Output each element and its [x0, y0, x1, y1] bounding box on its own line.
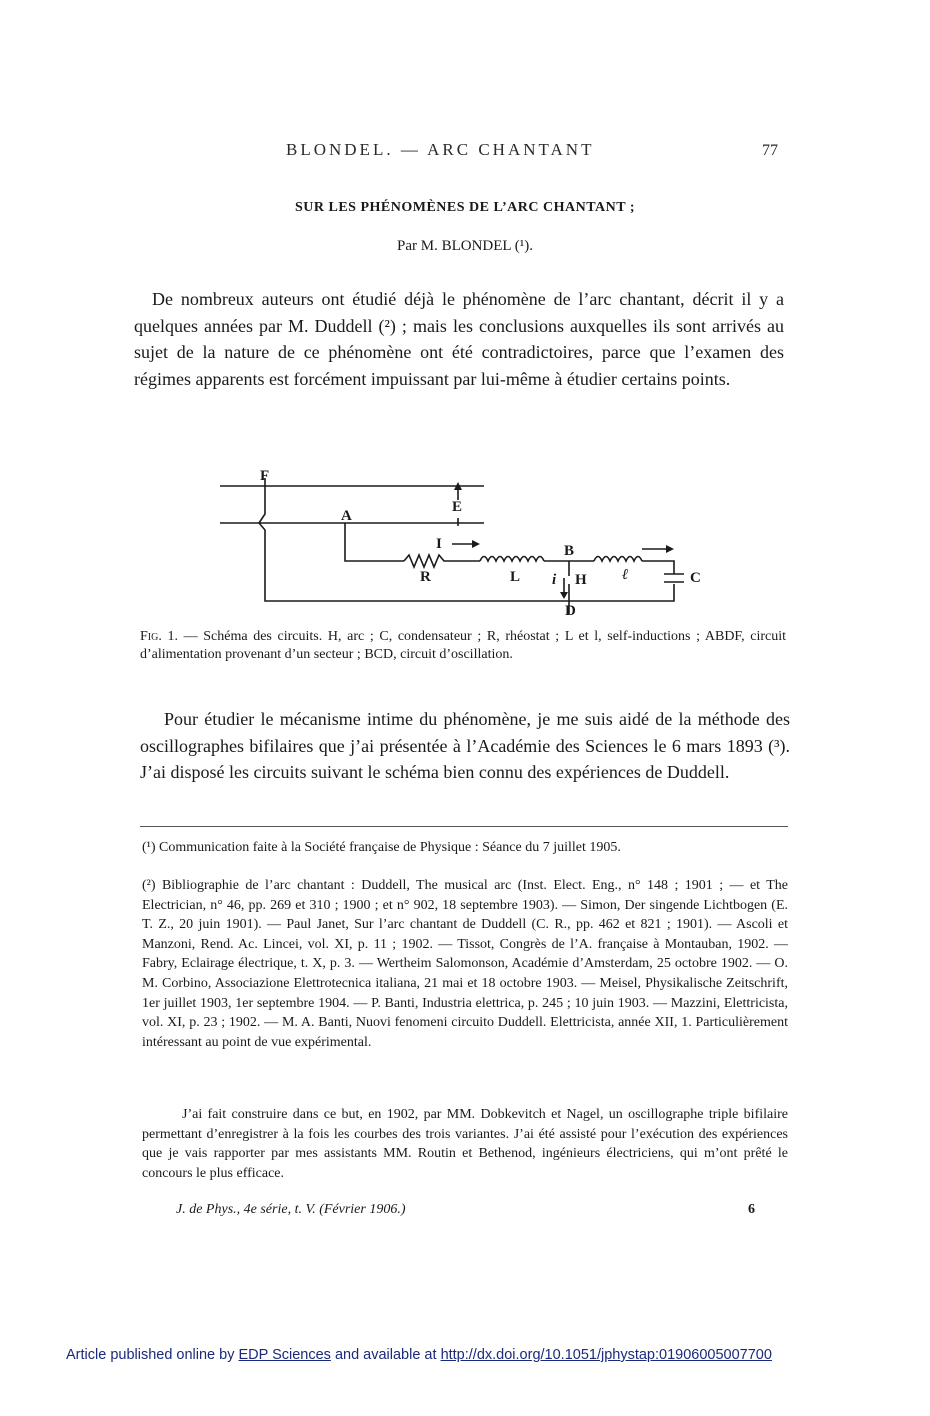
running-title: BLONDEL. — ARC CHANTANT	[286, 140, 595, 159]
label-f: F	[260, 468, 270, 484]
circuit-diagram	[214, 466, 714, 622]
footnote-1: (¹) Communication faite à la Société française de Physique : Séance du 7 juillet 1905.	[142, 840, 621, 855]
label-a: A	[341, 508, 352, 524]
publisher-prefix: Article published online by	[66, 1347, 239, 1363]
publisher-link[interactable]: EDP Sciences	[238, 1347, 331, 1363]
label-big-l: L	[510, 569, 521, 585]
circuit-wire-left	[259, 478, 674, 601]
sheet-number: 6	[748, 1202, 755, 1217]
figure-caption-prefix: Fig. 1.	[140, 629, 178, 644]
label-i: I	[436, 536, 442, 552]
label-b: B	[564, 543, 575, 559]
wire-to-capacitor	[642, 561, 674, 574]
resistor-r	[404, 555, 480, 567]
inductor-big-l	[480, 557, 544, 562]
doi-link[interactable]: http://dx.doi.org/10.1051/jphystap:01906005007700	[440, 1347, 772, 1363]
footnote-3: J’ai fait construire dans ce but, en 1902, par MM. Dobkevitch et Nagel, un oscillographe triple bifilaire permettant d’enregistrer à la fois les courbes des trois variantes. J’ai été assisté pour l’exécution des expériences que je vais rapporter par mes assistants MM. Routin et Bethenod, ingénieurs électriciens, qui m’ont prêté le concours le plus efficace.	[142, 1107, 788, 1181]
page-number: 77	[762, 142, 778, 159]
journal-reference: J. de Phys., 4e série, t. V. (Février 1906.)	[176, 1202, 406, 1217]
footnote-2: (²) Bibliographie de l’arc chantant : Duddell, The musical arc (Inst. Elect. Eng., n° 148 ; 1901 ; — et The Electrician, n° 46, pp. 269 et 310 ; 1900 ; et n° 902, 18 septembre 1903). — Simon, Der singende Lichtbogen (E. T. Z., 20 juin 1901). — Paul Janet, Sur l’arc chantant de Duddell (C. R., pp. 462 et 821 ; 1901). — Ascoli et Manzoni, Rend. Ac. Lincei, vol. XI, p. 11 ; 1902. — Tissot, Congrès de l’A. française à Montauban, 1902. — Fabry, Eclairage électrique, t. X, p. 3. — Wertheim Salomonson, Académie d’Amsterdam, 25 octobre 1902. — O. M. Corbino, Associazione Elettrotecnica italiana, 21 mai et 18 octobre 1903. — Meisel, Physikalische Zeitschrift, 1er juillet 1903, 1er septembre 1904. — P. Banti, Industria elettrica, p. 245 ; 10 juin 1903. — Mazzini, Elettricista, vol. XI, p. 23 ; 1902. — M. A. Banti, Nuovi fenomeni circuito Duddell. Elettricista, année XII, 1. Particulièrement intéressant au point de vue expérimental.	[142, 878, 788, 1050]
publisher-middle: and available at	[330, 1347, 441, 1363]
article-author: Par M. BLONDEL (¹).	[396, 238, 533, 254]
paragraph-intro: De nombreux auteurs ont étudié déjà le phénomène de l’arc chantant, décrit il y a quelques années par M. Duddell (²) ; mais les conclusions auxquelles ils sont arrivés au sujet de la nature de ce phénomène ont été contradictoires, parce que l’examen des régimes apparents est forcément impuissant par lui-même à étudier certains points.	[134, 289, 784, 389]
label-c: C	[690, 570, 701, 586]
paragraph-method: Pour étudier le mécanisme intime du phénomène, je me suis aidé de la méthode des oscillographes bifilaires que j’ai présentée à l’Académie des Sciences le 6 mars 1893 (³). J’ai disposé les circuits suivant le schéma bien connu des expériences de Duddell.	[140, 709, 790, 783]
footnote-rule	[140, 826, 788, 827]
label-small-l: ℓ	[622, 567, 629, 583]
label-h: H	[575, 572, 587, 588]
publisher-line	[66, 1347, 772, 1363]
figure-caption	[140, 628, 786, 664]
label-r: R	[420, 569, 431, 585]
figure-caption-text: — Schéma des circuits. H, arc ; C, condensateur ; R, rhéostat ; L et l, self-inductions ; ABDF, circuit d’alimentation provenant d’un secteur ; BCD, circuit d’oscillation.	[140, 629, 786, 662]
label-small-i: i	[552, 572, 557, 588]
article-title: SUR LES PHÉNOMÈNES DE L’ARC CHANTANT ;	[294, 200, 635, 215]
label-d: D	[565, 603, 576, 619]
wire-a-to-r	[345, 523, 404, 561]
inductor-small-l	[594, 557, 642, 562]
label-e: E	[452, 499, 463, 515]
